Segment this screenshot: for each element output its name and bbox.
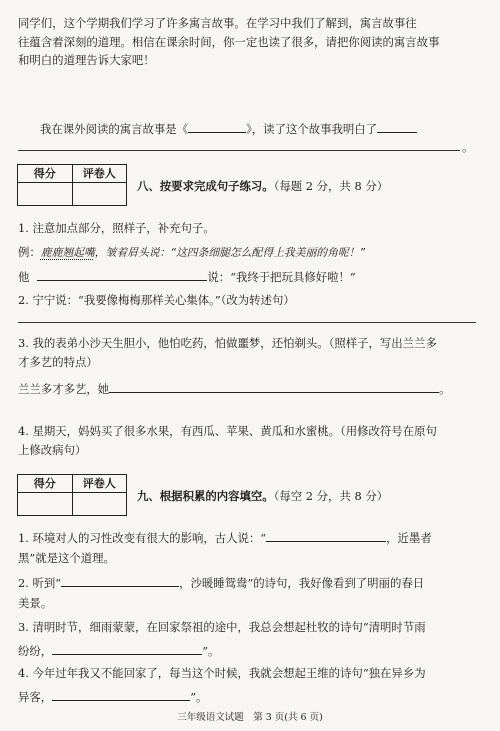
score-box-8 — [17, 164, 127, 206]
q1-answer-prefix: 他 — [18, 270, 30, 284]
s9-q4-blank[interactable] — [52, 688, 190, 701]
intro-fill-prefix: 我在课外阅读的寓言故事是《 — [40, 122, 189, 136]
page-footer: 三年级语文试题 第 3 页(共 6 页) — [177, 712, 323, 723]
s9-q3-line-1: 3. 清明时节，细雨蒙蒙，在回家祭祖的途中，我总会想起杜牧的诗句“清明时节雨 — [18, 620, 426, 634]
s8-q1: 1. 注意加点部分，照样子，补充句子。 — [18, 221, 215, 235]
q3-line-2: 才多艺的特点） — [18, 354, 98, 369]
q3-answer-end: 。 — [439, 382, 451, 396]
q1-answer-blank[interactable] — [37, 268, 207, 281]
section-8-points: （每题 2 分，共 8 分） — [273, 179, 389, 193]
s9-q4-suffix: ”。 — [190, 690, 208, 704]
intro-line-3: 和明白的道理告诉大家吧！ — [18, 53, 155, 67]
q4-line-1: 4. 星期天，妈妈买了很多水果，有西瓜、苹果、黄瓜和水蜜桃。（用修改符号在原句 — [18, 424, 437, 438]
s9-q1-prefix: 1. 环境对人的习性改变有很大的影响，古人说：“ — [18, 531, 267, 545]
s9-q4-prefix: 异客， — [18, 690, 53, 704]
s9-q2-prefix: 2. 听到“ — [18, 576, 62, 590]
s8-q2: 2. 宁宁说：“我要像梅梅那样关心集体。”（改为转述句） — [18, 293, 295, 307]
s8-q1-answer — [18, 268, 478, 285]
s9-q1-blank[interactable] — [266, 529, 386, 542]
s9-q2 — [18, 574, 478, 591]
section-8-title — [137, 178, 388, 194]
s9-q3-suffix: ”。 — [202, 644, 220, 658]
s8-q3-answer — [18, 380, 478, 397]
intro-period: 。 — [462, 140, 474, 154]
section-9-heading: 九、根据积累的内容填空。 — [137, 489, 274, 503]
intro-line-1: 同学们，这个学期我们学习了许多寓言故事。在学习中我们了解到，寓言故事往 — [18, 16, 417, 30]
s8-q1-example — [18, 244, 478, 260]
q2-answer-line[interactable] — [18, 322, 476, 323]
s9-q3-blank[interactable] — [52, 642, 202, 655]
intro-line-2: 往蕴含着深刻的道理。相信在课余时间，你一定也读了很多，请把你阅读的寓言故事 — [18, 34, 440, 49]
score-label: 得分 — [33, 167, 56, 180]
s9-q2-blank[interactable] — [61, 574, 179, 587]
example-sentence: ，皱着眉头说：“这四条细腿怎么配得上我美丽的角呢！” — [94, 246, 366, 259]
q3-answer-prefix: 兰兰多才多艺，她 — [18, 382, 110, 396]
grader-label: 评卷人 — [72, 475, 127, 492]
intro-fill-line — [18, 120, 478, 137]
section-9-title — [137, 488, 388, 504]
s9-q4-line-2 — [18, 688, 478, 705]
s9-q2-suffix: ，沙暖睡鸳鸯”的诗句，我好像看到了明丽的春日 — [179, 576, 425, 590]
s9-q1 — [18, 529, 478, 546]
s9-q4-line-1: 4. 今年过年我又不能回家了，每当这个时候，我就会想起王维的诗句“独在异乡为 — [18, 666, 426, 680]
example-label: 例： — [18, 245, 41, 259]
s9-q1-line-2: 黑”就是这个道理。 — [18, 551, 115, 565]
score-label: 得分 — [33, 477, 56, 490]
lesson-answer-line[interactable] — [18, 150, 460, 151]
section-8-heading: 八、按要求完成句子练习。 — [137, 179, 274, 193]
q4-line-2: 上修改病句） — [18, 442, 87, 457]
story-title-blank[interactable] — [188, 120, 246, 133]
s9-q3-line-2 — [18, 642, 478, 659]
s8-q4 — [18, 422, 478, 459]
q1-answer-suffix: 说：“我终于把玩具修好啦！” — [207, 270, 356, 284]
intro-paragraph — [18, 14, 478, 70]
q3-answer-blank[interactable] — [109, 380, 439, 393]
q3-line-1: 3. 我的表弟小沙天生胆小，他怕吃药，怕做噩梦，还怕剃头。（照样子，写出兰兰多 — [18, 336, 437, 350]
s9-q3-prefix: 纷纷， — [18, 644, 53, 658]
section-9-points: （每空 2 分，共 8 分） — [273, 489, 389, 503]
s9-q1-suffix: ，近墨者 — [386, 531, 432, 545]
s8-q3 — [18, 334, 478, 371]
s9-q2-line-2: 美景。 — [18, 596, 53, 610]
lesson-blank-1[interactable] — [377, 120, 417, 133]
example-dotted-phrase: 鹿鹿翘起嘴 — [40, 246, 95, 259]
intro-fill-suffix: 》，读了这个故事我明白了 — [246, 122, 378, 136]
score-box-9 — [17, 474, 127, 516]
grader-label: 评卷人 — [72, 165, 127, 182]
